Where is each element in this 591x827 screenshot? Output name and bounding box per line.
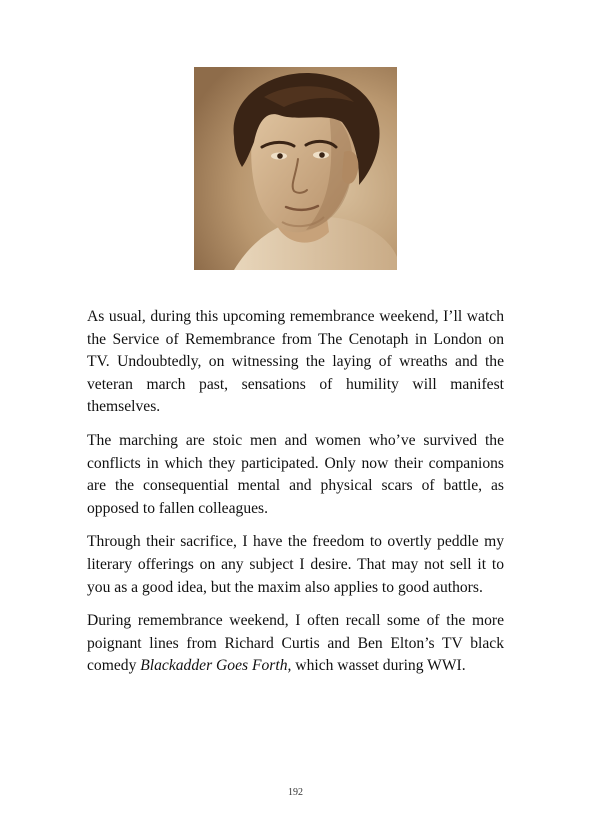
- portrait-photo-icon: [194, 67, 397, 270]
- tv-series-title: Blackadder Goes Forth,: [140, 657, 292, 675]
- paragraph-4-text-before: During remembrance weekend, I often recall some of the more poignant lines from Richard Curtis and Ben Elton’s TV black comedy: [87, 612, 504, 675]
- page-number: 192: [288, 787, 303, 798]
- paragraph-4-text-after: which wasset during WWI.: [291, 657, 466, 675]
- paragraph-2: The marching are stoic men and women who’ve survived the conflicts in which they participated. Only now their companions are the consequential mental and physical scars of battle, as opposed to fallen colleagues.: [87, 431, 504, 517]
- paragraph-4: [87, 610, 504, 678]
- paragraph-3: Through their sacrifice, I have the freedom to overtly peddle my literary offerings on any subject I desire. That may not sell it to you as a good idea, but the maxim also applies to good authors.: [87, 533, 504, 596]
- portrait-photo: [194, 67, 397, 270]
- body-text: [87, 306, 504, 689]
- paragraph-1: As usual, during this upcoming remembrance weekend, I’ll watch the Service of Remembrance from The Cenotaph in London on TV. Undoubtedly, on witnessing the laying of wreaths and the veteran march past, sensations of humility will manifest themselves.: [87, 308, 504, 416]
